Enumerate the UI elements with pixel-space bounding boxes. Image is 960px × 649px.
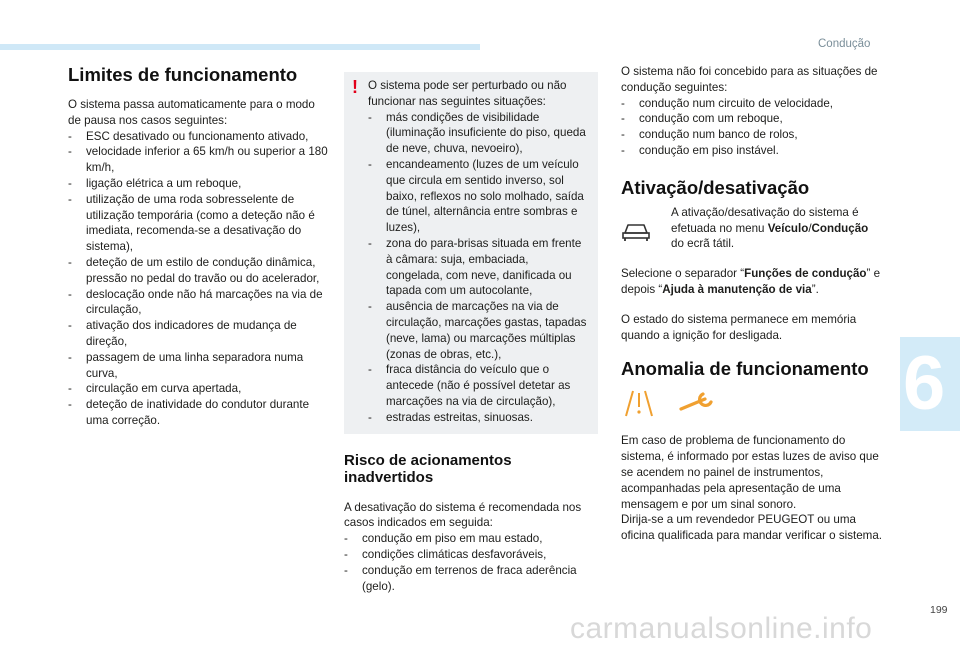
list-item: - deslocação onde não há marcações na via de circulação, [68,287,330,319]
list-item: - velocidade inferior a 65 km/h ou superior a 180 km/h, [68,144,330,176]
list-item: - condução em terrenos de fraca aderência (gelo). [344,563,598,595]
warning-exclamation-icon: ! [352,77,358,97]
list-item: - ativação dos indicadores de mudança de direção, [68,318,330,350]
warning-list [368,110,588,426]
fault-title: Anomalia de funcionamento [621,358,869,380]
list-item: - deteção de inatividade do condutor durante uma correção. [68,397,330,429]
header-bar [0,44,480,50]
limits-list [68,129,330,429]
list-item: - ausência de marcações na via de circulação, marcações gastas, tapadas (neve, lama) ou marcações múltiplas (zonas de obras, etc.), [368,299,588,362]
fault-contact: Dirija-se a um revendedor PEUGEOT ou uma oficina qualificada para mandar verificar o sistema. [621,513,882,543]
list-item: - condução com um reboque, [621,111,883,127]
section-label: Condução [818,38,871,50]
design-intro: O sistema não foi concebido para as situações de condução seguintes: [621,65,878,94]
warning-intro: O sistema pode ser perturbado ou não funcionar nas seguintes situações: [368,79,567,108]
fault-icons [621,385,883,421]
column-activation [621,64,883,544]
list-item: - condução em piso em mau estado, [344,531,598,547]
activation-title: Ativação/desativação [621,176,810,198]
select-text: Selecione o separador “Funções de condução” e depois “Ajuda à manutenção de via”. [621,267,881,296]
fault-text: Em caso de problema de funcionamento do sistema, é informado por estas luzes de aviso que se acendem no painel de instrumentos, acompanhadas pela apresentação de uma mensagem e por um sinal sonoro. [621,434,879,511]
list-item: - zona do para-brisas situada em frente à câmara: suja, embaciada, congelada, com neve, danificada ou tapada com um autocolante, [368,236,588,299]
risk-list [344,531,598,594]
list-item: - condução em piso instável. [621,143,883,159]
activation-text: A ativação/desativação do sistema é efetuada no menu Veículo/Condução do ecrã tátil. [671,205,869,251]
column-limits [68,64,330,429]
car-icon [621,219,651,243]
design-list [621,96,883,159]
memory-text: O estado do sistema permanece em memória quando a ignição for desligada. [621,312,857,342]
risk-title: Risco de acionamentos inadvertidos [344,451,512,486]
list-item: - estradas estreitas, sinuosas. [368,410,588,426]
limits-title: Limites de funcionamento [68,64,298,85]
list-item: - circulação em curva apertada, [68,381,330,397]
activation-row [621,205,883,252]
list-item: - deteção de um estilo de condução dinâmica, pressão no pedal do travão ou do acelerador, [68,255,330,287]
chapter-number: 6 [903,341,946,426]
list-item: - ESC desativado ou funcionamento ativado, [68,129,330,145]
list-item: - ligação elétrica a um reboque, [68,176,330,192]
list-item: - condução num circuito de velocidade, [621,96,883,112]
list-item: - condução num banco de rolos, [621,127,883,143]
watermark: carmanualsonline.info [570,612,873,645]
warning-box [344,72,598,434]
list-item: - passagem de uma linha separadora numa curva, [68,350,330,382]
limits-intro: O sistema passa automaticamente para o modo de pausa nos casos seguintes: [68,98,315,127]
list-item: - encandeamento (luzes de um veículo que circula em sentido inverso, sol baixo, reflexos no solo molhado, saída de túnel, alternância entre sombras e luzes), [368,157,588,236]
page-number: 199 [930,604,948,616]
list-item: - condições climáticas desfavoráveis, [344,547,598,563]
column-warning [344,72,598,594]
wrench-icon [675,391,715,415]
list-item: - fraca distância do veículo que o antecede (não é possível detetar as marcações na via de circulação), [368,362,588,409]
lane-warning-icon [621,387,657,419]
risk-intro: A desativação do sistema é recomendada nos casos indicados em seguida: [344,500,582,530]
list-item: - utilização de uma roda sobresselente de utilização temporária (como a deteção não é imediata, recomenda-se a desativação do sistema), [68,192,330,255]
list-item: - más condições de visibilidade (iluminação insuficiente do piso, queda de neve, chuva, nevoeiro), [368,110,588,157]
